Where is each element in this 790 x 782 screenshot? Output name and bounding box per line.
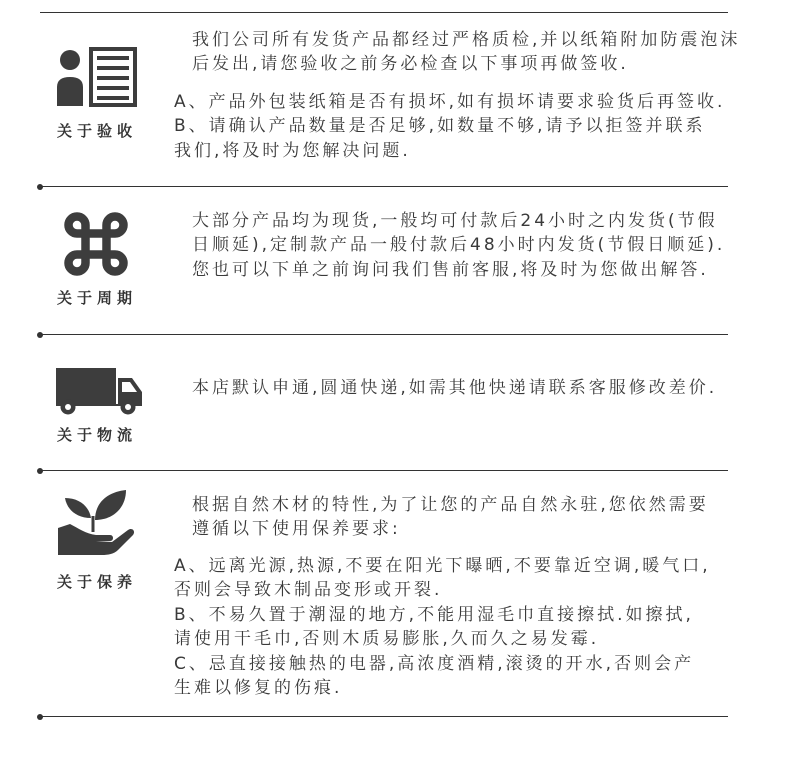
truck-icon bbox=[56, 366, 144, 416]
divider-dot bbox=[37, 184, 43, 190]
text-line: A、产品外包装纸箱是否有损坏,如有损坏请要求验货后再签收. bbox=[174, 92, 726, 112]
section-items bbox=[174, 554, 711, 700]
section-items bbox=[174, 90, 725, 163]
section-intro bbox=[192, 376, 717, 400]
divider-dot bbox=[37, 332, 43, 338]
text-line: 生难以修复的伤痕. bbox=[174, 677, 343, 698]
section-divider bbox=[40, 334, 728, 335]
text-line: 大部分产品均为现货,一般均可付款后24小时之内发货(节假 bbox=[192, 211, 718, 231]
text-line: B、请确认产品数量是否足够,如数量不够,请予以拒签并联系 bbox=[174, 116, 706, 137]
text-line: 日顺延),定制款产品一般付款后48小时内发货(节假日顺延). bbox=[192, 235, 726, 256]
divider-dot bbox=[37, 714, 43, 720]
section-divider bbox=[40, 716, 728, 717]
text-line: C、忌直接接触热的电器,高浓度酒精,滚烫的开水,否则会产 bbox=[174, 653, 695, 674]
section-intro bbox=[192, 28, 740, 77]
text-line: 遵循以下使用保养要求: bbox=[192, 519, 401, 540]
section-label: 关于验收 bbox=[57, 122, 138, 140]
text-line: 请使用干毛巾,否则木质易膨胀,久而久之易发霉. bbox=[174, 629, 600, 650]
text-line: 否则会导致木制品变形或开裂. bbox=[174, 580, 443, 601]
text-line: 您也可以下单之前询问我们售前客服,将及时为您做出解答. bbox=[192, 259, 709, 280]
section-intro bbox=[192, 209, 725, 282]
section-divider bbox=[40, 186, 728, 187]
section-intro bbox=[192, 493, 709, 542]
inspection-list-icon bbox=[56, 47, 138, 107]
section-divider bbox=[40, 470, 728, 471]
text-line: 后发出,请您验收之前务必检查以下事项再做签收. bbox=[192, 54, 629, 75]
section-label: 关于保养 bbox=[57, 573, 138, 591]
text-line: A、远离光源,热源,不要在阳光下曝晒,不要靠近空调,暖气口, bbox=[174, 556, 711, 576]
divider-dot bbox=[37, 468, 43, 474]
text-line: 我们公司所有发货产品都经过严格质检,并以纸箱附加防震泡沫 bbox=[192, 30, 741, 50]
text-line: 我们,将及时为您解决问题. bbox=[174, 140, 411, 161]
plant-in-hand-icon bbox=[56, 488, 136, 556]
section-label: 关于周期 bbox=[57, 289, 138, 307]
text-line: B、不易久置于潮湿的地方,不能用湿毛巾直接擦拭.如擦拭, bbox=[174, 604, 694, 625]
command-icon bbox=[63, 212, 129, 276]
text-line: 本店默认申通,圆通快递,如需其他快递请联系客服修改差价. bbox=[192, 378, 718, 398]
section-label: 关于物流 bbox=[57, 426, 138, 444]
top-divider bbox=[40, 12, 728, 13]
text-line: 根据自然木材的特性,为了让您的产品自然永驻,您依然需要 bbox=[192, 495, 709, 515]
